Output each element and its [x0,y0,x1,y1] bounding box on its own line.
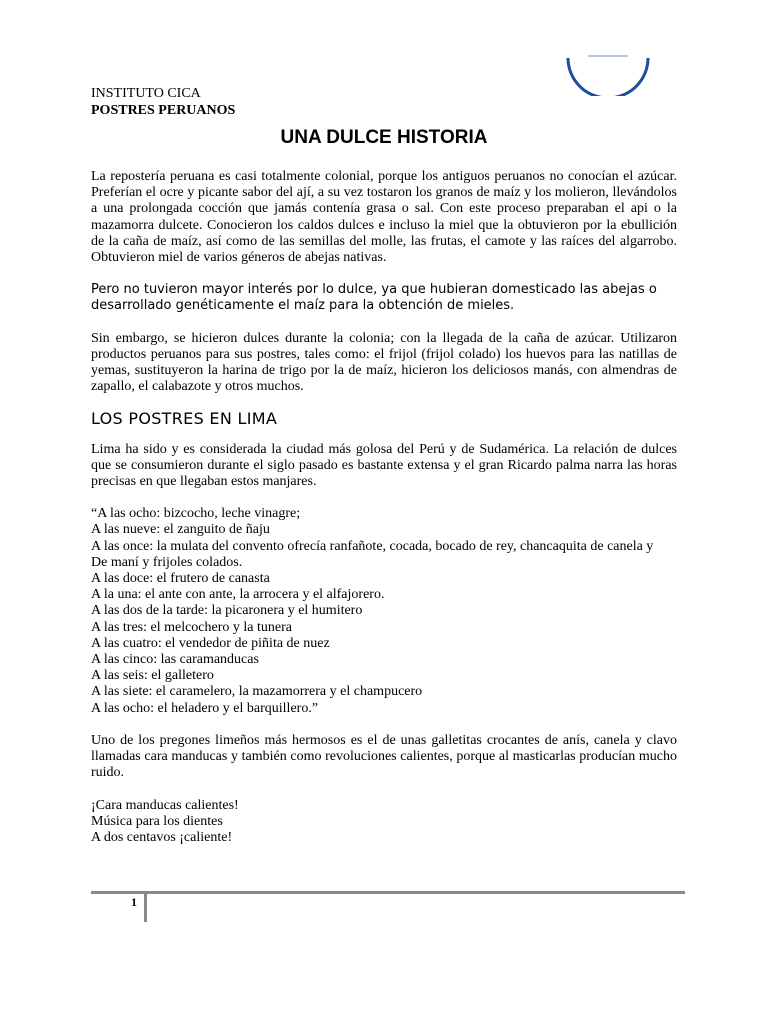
schedule-line: A las cuatro: el vendedor de piñita de nuez [91,635,330,651]
schedule-list [91,506,677,717]
schedule-line: A las doce: el frutero de canasta [91,571,270,587]
page-title: UNA DULCE HISTORIA [280,127,488,148]
schedule-line: A las nueve: el zanguito de ñaju [91,522,270,538]
paragraph-lima: Lima ha sido y es considerada la ciudad más golosa del Perú y de Sudamérica. La relación de dulces que se consumieron durante el siglo pasado es bastante extensa y el gran Ricardo palma narra las horas precisas en que llegaban estos manjares. [91,441,677,490]
chant-line: A dos centavos ¡caliente! [91,829,233,845]
institute-name: INSTITUTO CICA [91,86,201,101]
document-subject: POSTRES PERUANOS [91,103,236,118]
footer-separator [144,894,147,922]
schedule-line: A la una: el ante con ante, la arrocera y el alfajorero. [91,587,385,603]
schedule-line: A las ocho: el heladero y el barquillero.” [91,700,319,716]
schedule-line: A las dos de la tarde: la picaronera y el humitero [91,603,363,619]
chant-line: Música para los dientes [91,813,223,829]
paragraph-colony: Sin embargo, se hicieron dulces durante la colonia; con la llegada de la caña de azúcar. Utilizaron productos peruanos para sus postres, tales como: el frijol (frijol colado) los huevos para las natillas de yemas, sustituyeron la harina de trigo por la de maíz, hicieron los deliciosos manás, con almendras de zapallo, el calabazote y otros muchos. [91,330,677,395]
chant-line: ¡Cara manducas calientes! [91,797,239,813]
schedule-line: A las cinco: las caramanducas [91,652,259,668]
document-header [91,85,235,119]
paragraph-bees: Pero no tuvieron mayor interés por lo dulce, ya que hubieran domesticado las abejas o desarrollado genéticamente el maíz para la obtención de mieles. [91,282,657,314]
section-heading: LOS POSTRES EN LIMA [91,409,278,429]
document-body [91,169,677,862]
schedule-line: “A las ocho: bizcocho, leche vinagre; [91,506,301,522]
paragraph-intro: La repostería peruana es casi totalmente colonial, porque los antiguos peruanos no conocían el azúcar. Preferían el ocre y picante sabor del ají, a su vez tostaron los granos de maíz y los molieron, llevándolos a una prolongada cocción que jamás contenía grasa o sal. Con este proceso preparaban el api o la mazamorra dulcete. Conocieron los caldos dulces e incluso la miel que la obtuvieron por la ebullición de la caña de maíz, así como de las semillas del molle, las frutas, el camote y las raíces del algarrobo. Obtuvieron miel de varios géneros de abejas nativas. [91,169,677,266]
paragraph-pregones: Uno de los pregones limeños más hermosos es el de unas galletitas crocantes de anís, canela y clavo llamadas cara manducas y también como revoluciones calientes, porque al masticarlas producían mucho ruido. [91,732,677,781]
chant-list [91,798,677,847]
footer-divider [91,891,685,894]
institute-logo [560,40,656,96]
page-number: 1 [131,895,137,909]
schedule-line: A las tres: el melcochero y la tunera [91,619,292,635]
schedule-line: De maní y frijoles colados. [91,554,243,570]
schedule-line: A las once: la mulata del convento ofrecía ranfañote, cocada, bocado de rey, chancaquita de canela y [91,538,654,554]
schedule-line: A las siete: el caramelero, la mazamorrera y el champucero [91,684,423,700]
schedule-line: A las seis: el galletero [91,668,214,684]
